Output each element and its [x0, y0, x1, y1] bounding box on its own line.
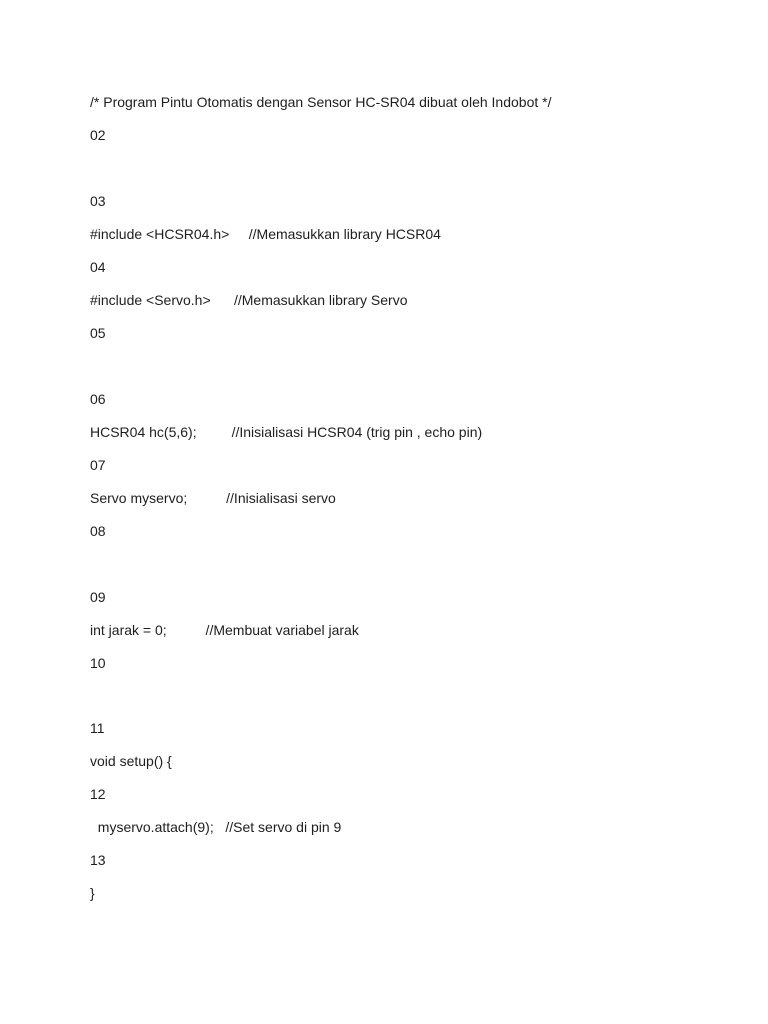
- line-number: 03: [90, 193, 106, 209]
- code-line: #include <HCSR04.h> //Memasukkan library HCSR04: [90, 226, 441, 242]
- code-comment-header: /* Program Pintu Otomatis dengan Sensor HC-SR04 dibuat oleh Indobot */: [90, 94, 552, 110]
- code-line: #include <Servo.h> //Memasukkan library Servo: [90, 292, 408, 308]
- line-number: 05: [90, 325, 106, 341]
- line-number: 13: [90, 852, 106, 868]
- code-line: }: [90, 885, 95, 901]
- line-number: 08: [90, 523, 106, 539]
- code-line: int jarak = 0; //Membuat variabel jarak: [90, 622, 359, 638]
- line-number: 06: [90, 391, 106, 407]
- code-line: void setup() {: [90, 753, 172, 769]
- line-number: 10: [90, 655, 106, 671]
- line-number: 07: [90, 457, 106, 473]
- line-number: 04: [90, 259, 106, 275]
- code-line: Servo myservo; //Inisialisasi servo: [90, 490, 336, 506]
- line-number: 09: [90, 589, 106, 605]
- line-number: 12: [90, 786, 106, 802]
- line-number: 11: [90, 720, 105, 736]
- code-line: myservo.attach(9); //Set servo di pin 9: [90, 819, 342, 835]
- line-number: 02: [90, 127, 106, 143]
- code-line: HCSR04 hc(5,6); //Inisialisasi HCSR04 (trig pin , echo pin): [90, 424, 483, 440]
